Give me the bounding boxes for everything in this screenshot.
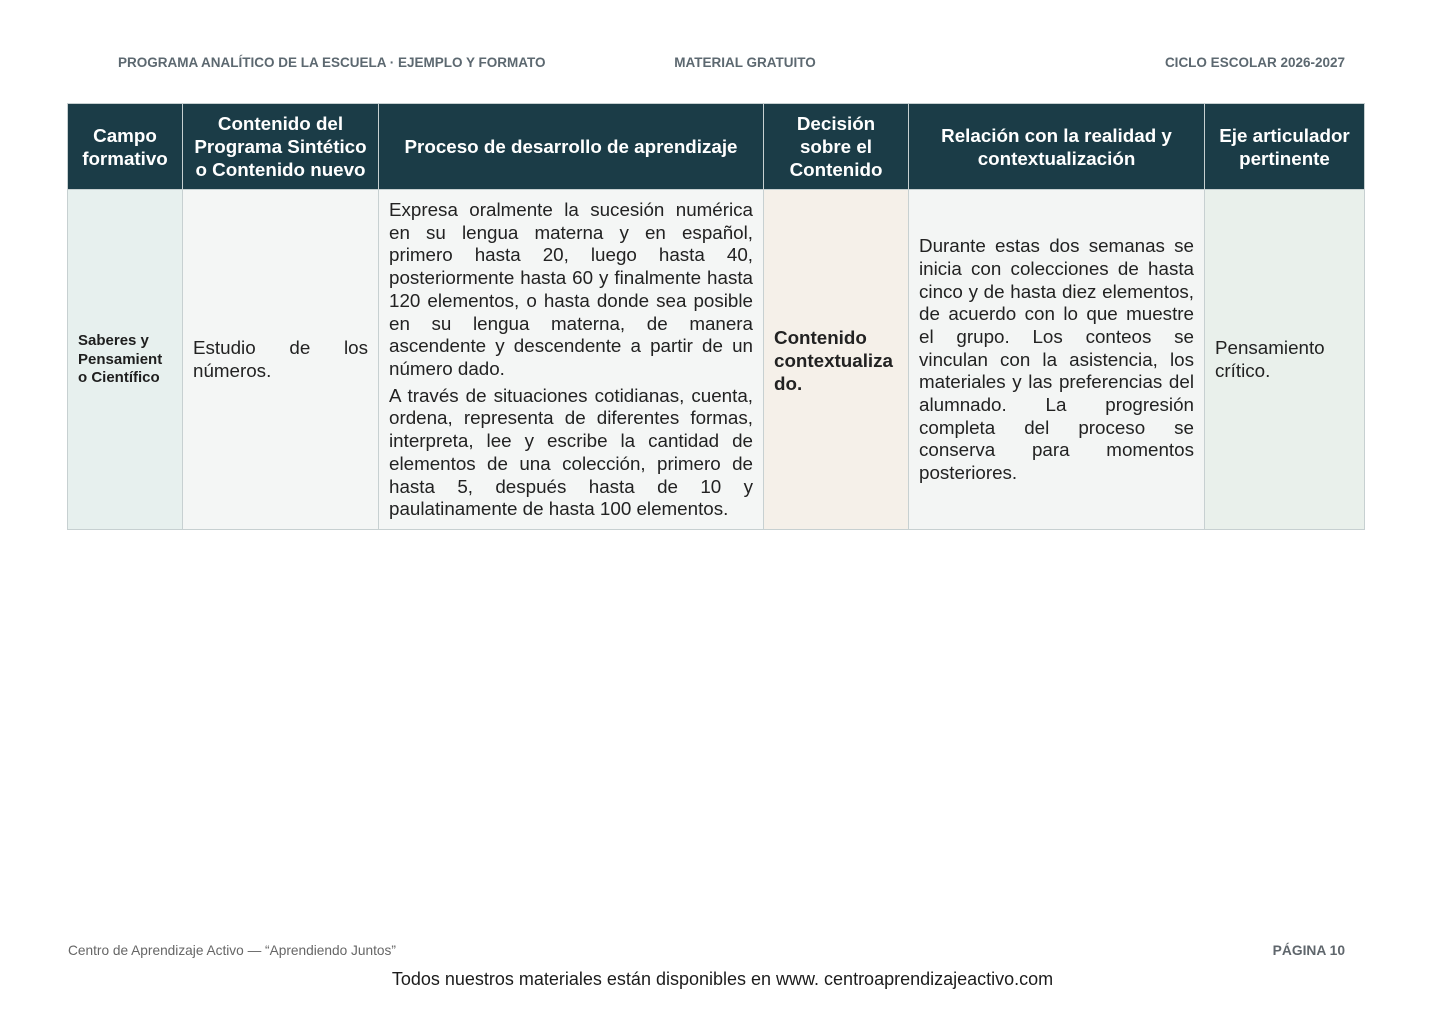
- column-header-relacion: Relación con la realidad y contextualización: [909, 104, 1205, 190]
- cell-contenido: Estudio de los números.: [183, 190, 379, 530]
- column-header-proceso: Proceso de desarrollo de aprendizaje: [379, 104, 764, 190]
- cell-campo-formativo: Saberes y Pensamiento Científico: [68, 190, 183, 530]
- column-header-decision: Decisión sobre el Contenido: [764, 104, 909, 190]
- column-header-contenido: Contenido del Programa Sintético o Contenido nuevo: [183, 104, 379, 190]
- footer-organization: Centro de Aprendizaje Activo — “Aprendiendo Juntos”: [68, 943, 396, 958]
- cell-relacion: Durante estas dos semanas se inicia con colecciones de hasta cinco y de hasta diez elementos, de acuerdo con lo que muestre el grupo. Los conteos se vinculan con la asistencia, los materiales y las preferencias del alumnado. La progresión completa del proceso se conserva para momentos posteriores.: [909, 190, 1205, 530]
- free-material-label: MATERIAL GRATUITO: [674, 55, 816, 70]
- column-header-campo-formativo: Campo formativo: [68, 104, 183, 190]
- cell-decision: Contenido contextualizado.: [764, 190, 909, 530]
- proceso-paragraph: Expresa oralmente la sucesión numérica en su lengua materna y en español, primero hasta 20, luego hasta 40, posteriormente hasta 60 y finalmente hasta 120 elementos, o hasta donde sea posible en su lengua materna, de manera ascendente y descendente a partir de un número dado.: [389, 199, 753, 379]
- table-row: [68, 190, 1365, 530]
- document-title: PROGRAMA ANALÍTICO DE LA ESCUELA · EJEMPLO Y FORMATO: [118, 55, 546, 70]
- program-table: [67, 103, 1365, 530]
- school-year-label: CICLO ESCOLAR 2026-2027: [1164, 55, 1345, 70]
- proceso-paragraph: A través de situaciones cotidianas, cuenta, ordena, representa de diferentes formas, interpreta, lee y escribe la cantidad de elementos de una colección, primero de hasta 5, después hasta de 10 y paulatinamente de hasta 100 elementos.: [389, 384, 753, 520]
- table-header-row: [68, 104, 1365, 190]
- page-number: PÁGINA 10: [1272, 943, 1345, 958]
- column-header-eje-articulador: Eje articulador pertinente: [1205, 104, 1365, 190]
- cell-eje-articulador: Pensamiento crítico.: [1205, 190, 1365, 530]
- cell-proceso: [379, 190, 764, 530]
- footer-note: Todos nuestros materiales están disponibles en www. centroaprendizajeactivo.com: [391, 969, 1054, 989]
